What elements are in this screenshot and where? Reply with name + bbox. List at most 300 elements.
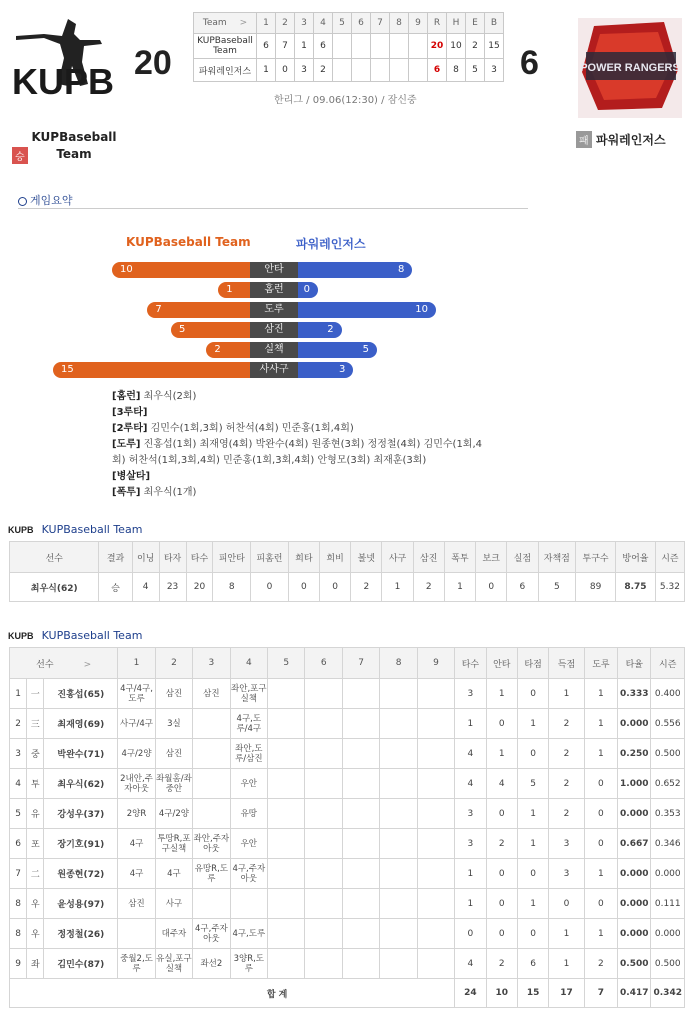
total-head: R	[428, 13, 447, 34]
stat-cell: 3	[455, 829, 486, 859]
stat-cell: 0	[486, 859, 517, 889]
inning-cell	[333, 34, 352, 59]
stat-cell: 4	[132, 573, 159, 602]
batting-order: 1	[10, 679, 27, 709]
inning-result: 삼진	[193, 679, 230, 709]
table-row	[10, 709, 685, 739]
inning-result	[305, 709, 342, 739]
player-name: 박완수(71)	[44, 739, 118, 769]
stat-cell: 0.000	[618, 889, 651, 919]
inning-result	[417, 859, 454, 889]
note-text: 김민수(1회,3회) 허찬석(4회) 민준홍(1회,4회)	[147, 423, 354, 434]
inning-result: 3실	[155, 709, 192, 739]
stat-cell: 0	[584, 799, 617, 829]
stat-cell: 1.000	[618, 769, 651, 799]
player-name: 장기호(91)	[44, 829, 118, 859]
note-text: 진홍섭(1회) 최재영(4회) 박완수(4회) 원종현(3회) 정정철(4회) 김민수(1회,4회) 허찬석(1회,3회,4회) 민준홍(1회,3회,4회) 안형모(3회) 최재훈(3회)	[112, 439, 483, 466]
inning-cell: 2	[314, 59, 333, 82]
stat-cell: 0.000	[618, 799, 651, 829]
table-row	[10, 949, 685, 979]
column-header: 7	[342, 648, 379, 679]
inning-result	[342, 919, 379, 949]
stat-cell: 23	[159, 573, 186, 602]
stat-cell: 0	[288, 573, 319, 602]
column-header: 자책점	[538, 542, 576, 573]
stat-label: 삼진	[250, 322, 298, 338]
inning-cell: 7	[276, 34, 295, 59]
stat-cell: 8	[213, 573, 251, 602]
column-header: 4	[230, 648, 267, 679]
stat-label: 실책	[250, 342, 298, 358]
stat-cell: 0	[486, 919, 517, 949]
column-header: 도루	[584, 648, 617, 679]
inning-result	[305, 859, 342, 889]
inning-result: 2내안,주자아웃	[118, 769, 155, 799]
stat-cell: 1	[549, 679, 584, 709]
stat-cell: 0	[584, 829, 617, 859]
column-header: 피안타	[213, 542, 251, 573]
stat-label: 안타	[250, 262, 298, 278]
player-name: 정정철(26)	[44, 919, 118, 949]
left-value: 2	[214, 344, 221, 355]
left-value: 5	[179, 324, 186, 335]
position: 三	[27, 709, 44, 739]
stat-cell: 20	[186, 573, 213, 602]
batting-order: 3	[10, 739, 27, 769]
batting-team-header: KUPB KUPBaseball Team	[8, 629, 143, 642]
stat-cell: 0	[486, 709, 517, 739]
inning-result: 4구/2양	[118, 739, 155, 769]
stat-cell: 3	[549, 859, 584, 889]
inning-cell: 6	[314, 34, 333, 59]
column-header: 2	[155, 648, 192, 679]
total-cell: 17	[549, 979, 584, 1008]
table-row	[10, 679, 685, 709]
inning-result	[417, 919, 454, 949]
inning-result: 중월2,도루	[118, 949, 155, 979]
stat-cell: 1	[584, 919, 617, 949]
stat-cell: 4	[455, 949, 486, 979]
summary-bar-row	[0, 282, 694, 298]
stat-cell: 0.000	[651, 859, 685, 889]
runs-cell: 6	[428, 59, 447, 82]
position: 투	[27, 769, 44, 799]
stat-cell: 1	[517, 829, 548, 859]
batting-table	[9, 647, 685, 1008]
summary-bar-row	[0, 322, 694, 338]
inning-result: 좌안,포구실책	[230, 679, 267, 709]
inning-result	[342, 709, 379, 739]
inning-cell: 0	[276, 59, 295, 82]
stat-cell: 0.346	[651, 829, 685, 859]
inning-result	[268, 679, 305, 709]
inning-result	[417, 679, 454, 709]
table-row	[10, 769, 685, 799]
inning-result	[193, 799, 230, 829]
column-header: 9	[417, 648, 454, 679]
inning-cell: 3	[295, 59, 314, 82]
inning-cell: 1	[295, 34, 314, 59]
inning-head: 8	[390, 13, 409, 34]
inning-result	[268, 799, 305, 829]
stat-cell: 1	[584, 709, 617, 739]
batting-order: 9	[10, 949, 27, 979]
scoreboard-corner: Team >	[194, 13, 257, 34]
inning-result: 대주자	[155, 919, 192, 949]
right-bar	[298, 342, 377, 358]
stat-cell: 4	[455, 769, 486, 799]
stat-cell: 1	[584, 679, 617, 709]
summary-bars	[0, 262, 694, 382]
home-score: 20	[134, 44, 172, 82]
total-cell: 24	[455, 979, 486, 1008]
inning-result: 좌선2	[193, 949, 230, 979]
inning-result: 사구	[155, 889, 192, 919]
player-name: 진홍섭(65)	[44, 679, 118, 709]
stat-cell: 0	[584, 889, 617, 919]
home-logo-text: KUPB	[12, 61, 115, 102]
inning-head: 9	[409, 13, 428, 34]
inning-result	[193, 889, 230, 919]
inning-result: 4구,주자아웃	[230, 859, 267, 889]
away-score: 6	[520, 44, 539, 82]
player-name: 최우식(62)	[10, 573, 99, 602]
stat-cell: 0	[517, 919, 548, 949]
column-header: 사구	[382, 542, 413, 573]
right-value: 0	[303, 284, 310, 295]
total-cell: 10	[486, 979, 517, 1008]
inning-result: 유실,포구실책	[155, 949, 192, 979]
stat-cell: 0	[584, 769, 617, 799]
position: 우	[27, 919, 44, 949]
table-row	[10, 739, 685, 769]
column-header: 방어율	[616, 542, 656, 573]
inning-result	[380, 679, 417, 709]
stat-cell: 0.333	[618, 679, 651, 709]
inning-result	[342, 859, 379, 889]
column-header: 타점	[517, 648, 548, 679]
inning-result	[417, 949, 454, 979]
stat-cell: 1	[444, 573, 475, 602]
batting-order: 8	[10, 919, 27, 949]
column-header: 피홈런	[251, 542, 289, 573]
inning-head: 1	[257, 13, 276, 34]
stat-cell: 0.500	[651, 739, 685, 769]
inning-head: 5	[333, 13, 352, 34]
inning-result: 좌안,도루/삼진	[230, 739, 267, 769]
stat-cell: 0.500	[618, 949, 651, 979]
column-header: 선수	[10, 542, 99, 573]
stat-cell: 0.000	[618, 859, 651, 889]
inning-cell	[333, 59, 352, 82]
inning-result	[380, 799, 417, 829]
position: 우	[27, 889, 44, 919]
inning-result	[268, 769, 305, 799]
player-name: 최우식(62)	[44, 769, 118, 799]
note-key: [도루]	[112, 439, 141, 450]
inning-result	[305, 949, 342, 979]
column-header: 타수	[455, 648, 486, 679]
inning-cell	[390, 59, 409, 82]
summary-right-team: 파워레인저스	[296, 237, 366, 251]
team-mini-logo: KUPB	[8, 631, 34, 641]
note-line	[112, 405, 492, 421]
home-team-logo	[10, 14, 122, 126]
stat-cell: 1	[517, 889, 548, 919]
total-label: 합 계	[10, 979, 455, 1008]
inning-result	[380, 769, 417, 799]
inning-cell: 1	[257, 59, 276, 82]
summary-bar-row	[0, 342, 694, 358]
inning-result	[342, 799, 379, 829]
right-value: 10	[415, 304, 428, 315]
table-row	[10, 859, 685, 889]
stat-cell: 0.000	[651, 919, 685, 949]
inning-result	[268, 739, 305, 769]
note-key: [3루타]	[112, 407, 148, 418]
total-head: H	[447, 13, 466, 34]
inning-result	[380, 739, 417, 769]
stat-cell: 0	[455, 919, 486, 949]
note-text: 최우식(1개)	[140, 487, 197, 498]
away-team-logo	[574, 12, 686, 124]
inning-result	[193, 739, 230, 769]
stat-cell: 0	[319, 573, 350, 602]
stat-cell: 0.556	[651, 709, 685, 739]
stat-cell: 5.32	[655, 573, 684, 602]
circle-bullet-icon	[18, 197, 27, 206]
stat-cell: 0.400	[651, 679, 685, 709]
summary-left-team: KUPBaseball Team	[126, 235, 251, 249]
stat-cell: 0	[549, 889, 584, 919]
inning-result	[380, 859, 417, 889]
stat-cell: 0	[476, 573, 507, 602]
stat-cell: 0.500	[651, 949, 685, 979]
total-row	[10, 979, 685, 1008]
inning-result: 4구,도루/4구	[230, 709, 267, 739]
stat-cell: 6	[517, 949, 548, 979]
inning-result	[380, 709, 417, 739]
total-cell: 0.417	[618, 979, 651, 1008]
column-header: 타율	[618, 648, 651, 679]
inning-result	[305, 739, 342, 769]
column-header: 희타	[288, 542, 319, 573]
summary-bar-row	[0, 302, 694, 318]
note-key: [2루타]	[112, 423, 148, 434]
scoreboard-row-away	[194, 59, 504, 82]
inning-result	[380, 889, 417, 919]
stat-label: 홈런	[250, 282, 298, 298]
inning-result	[305, 679, 342, 709]
player-name: 최재영(69)	[44, 709, 118, 739]
inning-result	[342, 679, 379, 709]
stat-cell: 0.652	[651, 769, 685, 799]
inning-result	[305, 769, 342, 799]
stat-cell: 2	[549, 799, 584, 829]
inning-result	[380, 829, 417, 859]
note-line	[112, 421, 492, 437]
batting-order: 5	[10, 799, 27, 829]
column-header: 투구수	[576, 542, 616, 573]
away-logo-text: POWER RANGERS	[580, 62, 680, 74]
inning-cell	[371, 34, 390, 59]
left-value: 1	[226, 284, 233, 295]
inning-result	[268, 919, 305, 949]
stat-cell: 승	[99, 573, 132, 602]
stat-cell: 4	[486, 769, 517, 799]
stat-cell: 2	[549, 739, 584, 769]
inning-result: 사구/4구	[118, 709, 155, 739]
batting-order: 4	[10, 769, 27, 799]
stat-cell: 6	[507, 573, 538, 602]
inning-result	[417, 709, 454, 739]
stat-cell: 89	[576, 573, 616, 602]
note-line	[112, 469, 492, 485]
right-bar	[298, 262, 412, 278]
inning-result: 4구	[118, 829, 155, 859]
summary-bar-row	[0, 362, 694, 378]
inning-cell	[371, 59, 390, 82]
bb-cell: 15	[485, 34, 504, 59]
inning-result: 삼진	[155, 679, 192, 709]
inning-result	[230, 889, 267, 919]
hits-cell: 10	[447, 34, 466, 59]
inning-result	[305, 889, 342, 919]
column-header: 안타	[486, 648, 517, 679]
inning-result: 4구,주자아웃	[193, 919, 230, 949]
player-name: 윤성용(97)	[44, 889, 118, 919]
player-name: 김민수(87)	[44, 949, 118, 979]
away-team-name: 파워레인저스	[596, 133, 666, 147]
table-row	[10, 799, 685, 829]
inning-result: 유땅R,도루	[193, 859, 230, 889]
stat-cell: 3	[455, 799, 486, 829]
inning-result	[342, 949, 379, 979]
inning-head: 2	[276, 13, 295, 34]
win-badge: 승	[12, 147, 28, 164]
player-name: 원종현(72)	[44, 859, 118, 889]
stat-cell: 2	[351, 573, 382, 602]
summary-notes	[112, 389, 492, 501]
stat-cell: 0.111	[651, 889, 685, 919]
home-team-name: KUPBaseball Team	[31, 130, 117, 161]
right-value: 2	[327, 324, 334, 335]
stat-cell: 0	[251, 573, 289, 602]
inning-result: 좌월홈/좌중안	[155, 769, 192, 799]
summary-divider	[18, 208, 528, 209]
player-name: 강성우(37)	[44, 799, 118, 829]
note-key: [병살타]	[112, 471, 151, 482]
table-row	[10, 889, 685, 919]
right-value: 8	[398, 264, 405, 275]
inning-result: 삼진	[155, 739, 192, 769]
inning-result: 우안	[230, 829, 267, 859]
game-info: 한리그 / 09.06(12:30) / 잠신중	[274, 95, 417, 106]
stat-cell: 2	[486, 829, 517, 859]
stat-cell: 2	[549, 769, 584, 799]
stat-cell: 1	[455, 889, 486, 919]
stat-cell: 2	[584, 949, 617, 979]
left-bar	[171, 322, 250, 338]
inning-result: 3양R,도루	[230, 949, 267, 979]
stat-cell: 0.000	[618, 919, 651, 949]
inning-cell	[352, 59, 371, 82]
stat-cell: 2	[549, 709, 584, 739]
inning-result	[193, 709, 230, 739]
stat-cell: 0	[517, 679, 548, 709]
inning-result	[380, 919, 417, 949]
stat-cell: 1	[584, 739, 617, 769]
stat-cell: 1	[517, 799, 548, 829]
left-value: 15	[61, 364, 74, 375]
stat-cell: 0.353	[651, 799, 685, 829]
total-head: B	[485, 13, 504, 34]
stat-cell: 8.75	[616, 573, 656, 602]
stat-cell: 0	[486, 889, 517, 919]
right-bar	[298, 302, 436, 318]
bb-cell: 3	[485, 59, 504, 82]
stat-cell: 1	[382, 573, 413, 602]
stat-cell: 0	[486, 799, 517, 829]
stat-cell: 1	[517, 709, 548, 739]
batting-order: 6	[10, 829, 27, 859]
column-header: 선수 >	[10, 648, 118, 679]
inning-result	[417, 829, 454, 859]
inning-result	[268, 859, 305, 889]
inning-result: 2양R	[118, 799, 155, 829]
batting-order: 8	[10, 889, 27, 919]
errors-cell: 2	[466, 34, 485, 59]
stat-cell: 3	[549, 829, 584, 859]
stat-cell: 0	[517, 739, 548, 769]
inning-result	[268, 889, 305, 919]
inning-cell: 6	[257, 34, 276, 59]
column-header: 타자	[159, 542, 186, 573]
note-text: 최우식(2회)	[140, 391, 197, 402]
stat-cell: 1	[549, 949, 584, 979]
column-header: 보크	[476, 542, 507, 573]
note-key: [폭투]	[112, 487, 141, 498]
team-cell: 파워레인저스	[194, 59, 257, 82]
column-header: 이닝	[132, 542, 159, 573]
right-bar	[298, 322, 342, 338]
left-bar	[218, 282, 250, 298]
stat-cell: 1	[584, 859, 617, 889]
summary-title: 게임요약	[18, 192, 73, 208]
loss-badge: 패	[576, 131, 592, 148]
inning-result	[305, 919, 342, 949]
table-row	[10, 829, 685, 859]
left-bar	[53, 362, 250, 378]
stat-cell: 1	[455, 709, 486, 739]
batting-order: 7	[10, 859, 27, 889]
inning-result	[268, 949, 305, 979]
position: 좌	[27, 949, 44, 979]
batting-order: 2	[10, 709, 27, 739]
inning-cell	[352, 34, 371, 59]
pitching-team-header: KUPB KUPBaseball Team	[8, 523, 143, 536]
right-bar	[298, 282, 318, 298]
column-header: 1	[118, 648, 155, 679]
stat-cell: 2	[413, 573, 444, 602]
stat-cell: 5	[538, 573, 576, 602]
column-header: 5	[268, 648, 305, 679]
stat-cell: 1	[486, 739, 517, 769]
note-line	[112, 485, 492, 501]
inning-result: 4구	[155, 859, 192, 889]
total-cell: 15	[517, 979, 548, 1008]
table-row	[10, 919, 685, 949]
